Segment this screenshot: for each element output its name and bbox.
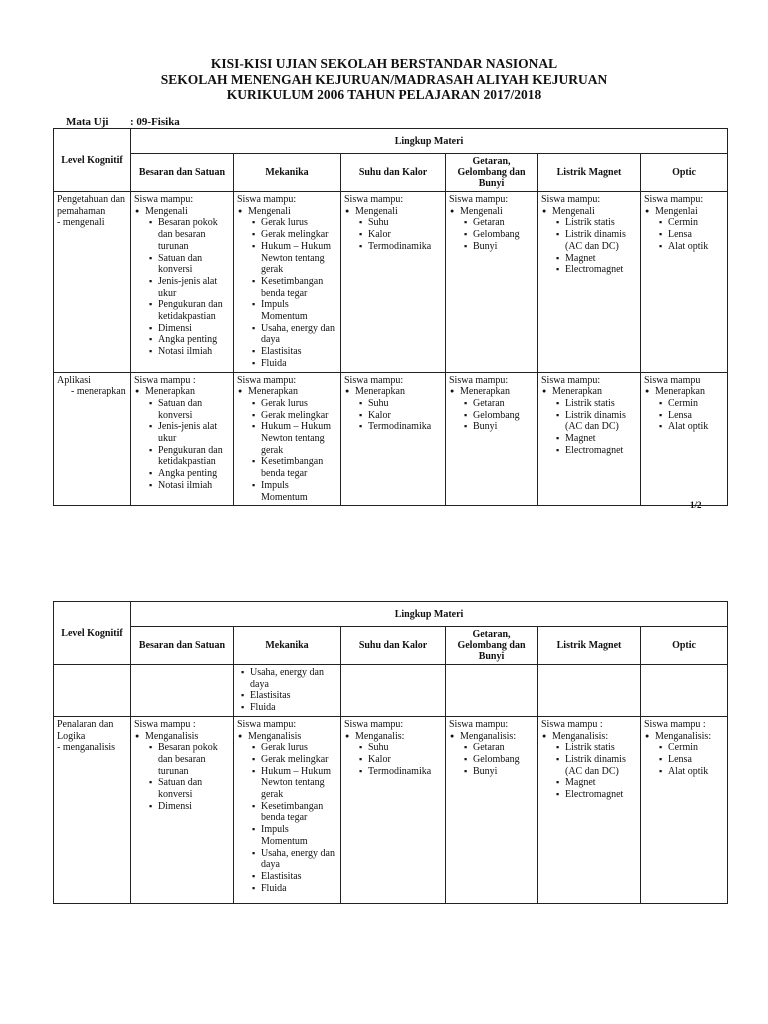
topic-item: ▪ Gelombang bbox=[460, 410, 534, 422]
verb-list bbox=[344, 386, 442, 433]
cell-intro: Siswa mampu: bbox=[541, 194, 601, 205]
topic-item: ▪ Gerak lurus bbox=[248, 398, 337, 410]
verb-list bbox=[644, 731, 724, 778]
topic-item: ▪ Besaran pokok dan besaran turunan bbox=[145, 217, 230, 252]
topic-item: ▪ Bunyi bbox=[460, 766, 534, 778]
topic-item: ▪ Gerak lurus bbox=[248, 217, 337, 229]
topic-item: ▪ Kalor bbox=[355, 754, 442, 766]
verb-label: Menerapkan bbox=[355, 386, 405, 398]
material-cell bbox=[234, 192, 341, 373]
topic-item: ▪ Notasi ilmiah bbox=[145, 480, 230, 492]
topic-item: ▪ Jenis-jenis alat ukur bbox=[145, 276, 230, 299]
topic-item: ▪ Fluida bbox=[248, 883, 337, 895]
material-cell bbox=[131, 716, 234, 903]
topic-item: ▪ Kalor bbox=[355, 410, 442, 422]
topic-list bbox=[248, 217, 337, 369]
verb-list bbox=[644, 206, 724, 253]
level-kognitif-header: Level Kognitif bbox=[54, 602, 131, 665]
verb-item bbox=[541, 206, 637, 276]
verb-label: Menganalisis: bbox=[552, 730, 609, 742]
verb-label: Menganalisis bbox=[145, 730, 199, 742]
material-cell bbox=[446, 665, 538, 717]
topic-item: ▪ Bunyi bbox=[460, 241, 534, 253]
topic-item: ▪ Fluida bbox=[248, 358, 337, 370]
topic-item: ▪ Getaran bbox=[460, 742, 534, 754]
verb-item bbox=[134, 731, 230, 813]
topic-item: ▪ Magnet bbox=[552, 433, 637, 445]
cell-intro: Siswa mampu : bbox=[644, 718, 706, 730]
verb-item bbox=[449, 206, 534, 253]
level-cell bbox=[54, 372, 131, 506]
topic-list bbox=[552, 217, 637, 276]
topic-item: ▪ Electromagnet bbox=[552, 445, 637, 457]
cell-intro: Siswa mampu : bbox=[134, 718, 196, 730]
topic-list bbox=[145, 742, 230, 812]
topic-item: ▪ Cermin bbox=[655, 742, 724, 754]
cell-intro: Siswa mampu: bbox=[344, 718, 404, 730]
table-row bbox=[54, 192, 728, 373]
verb-item bbox=[344, 206, 442, 253]
topic-list bbox=[237, 667, 337, 714]
topic-item: ▪ Termodinamika bbox=[355, 421, 442, 433]
topic-item: ▪ Pengukuran dan ketidakpastian bbox=[145, 445, 230, 468]
topic-item: ▪ Fluida bbox=[237, 702, 337, 714]
verb-label: Menerapkan bbox=[145, 386, 195, 398]
kisi-table-page-2 bbox=[53, 601, 728, 904]
topic-list bbox=[355, 217, 442, 252]
topic-item: ▪ Gerak melingkar bbox=[248, 229, 337, 241]
material-cell bbox=[341, 665, 446, 717]
cell-intro: Siswa mampu: bbox=[134, 194, 194, 205]
cell-intro: Siswa mampu: bbox=[449, 194, 509, 205]
table-row bbox=[54, 372, 728, 506]
verb-item bbox=[449, 386, 534, 433]
topic-item: ▪ Pengukuran dan ketidakpastian bbox=[145, 299, 230, 322]
cell-intro: Siswa mampu: bbox=[237, 718, 297, 730]
verb-label: Mengenali bbox=[145, 205, 188, 217]
material-cell bbox=[341, 192, 446, 373]
topic-item: ▪ Alat optik bbox=[655, 421, 724, 433]
column-header: Besaran dan Satuan bbox=[131, 627, 234, 665]
verb-list bbox=[449, 386, 534, 433]
topic-list bbox=[248, 398, 337, 503]
title-line-2: SEKOLAH MENENGAH KEJURUAN/MADRASAH ALIYAH KEJURUAN bbox=[160, 71, 608, 87]
material-cell bbox=[641, 372, 728, 506]
material-cell bbox=[641, 192, 728, 373]
level-name: Penalaran dan Logika bbox=[57, 718, 114, 742]
verb-label: Menerapkan bbox=[460, 386, 510, 398]
level-kognitif-header: Level Kognitif bbox=[54, 129, 131, 192]
level-cell bbox=[54, 716, 131, 903]
verb-item bbox=[344, 386, 442, 433]
topic-item: ▪ Kalor bbox=[355, 229, 442, 241]
topic-list bbox=[552, 742, 637, 801]
cell-intro: Siswa mampu: bbox=[541, 374, 601, 386]
topic-item: ▪ Elastisitas bbox=[248, 871, 337, 883]
column-header: Listrik Magnet bbox=[538, 627, 641, 665]
verb-item bbox=[237, 731, 337, 895]
topic-item: ▪ Kesetimbangan benda tegar bbox=[248, 276, 337, 299]
level-verb: - menganalisis bbox=[57, 742, 116, 754]
column-header: Listrik Magnet bbox=[538, 154, 641, 192]
topic-list bbox=[552, 398, 637, 457]
topic-item: ▪ Angka penting bbox=[145, 334, 230, 346]
column-header: Besaran dan Satuan bbox=[131, 154, 234, 192]
topic-item: ▪ Suhu bbox=[355, 398, 442, 410]
cell-intro: Siswa mampu bbox=[644, 374, 701, 386]
topic-item: ▪ Electromagnet bbox=[552, 789, 637, 801]
cell-intro: Siswa mampu: bbox=[449, 374, 509, 386]
title-line-1: KISI-KISI UJIAN SEKOLAH BERSTANDAR NASIONAL bbox=[210, 56, 558, 71]
verb-list bbox=[237, 206, 337, 370]
material-cell bbox=[538, 716, 641, 903]
topic-item: ▪ Gerak melingkar bbox=[248, 754, 337, 766]
topic-list bbox=[145, 217, 230, 357]
topic-item: ▪ Getaran bbox=[460, 217, 534, 229]
topic-item: ▪ Jenis-jenis alat ukur bbox=[145, 421, 230, 444]
topic-list bbox=[355, 398, 442, 433]
topic-item: ▪ Angka penting bbox=[145, 468, 230, 480]
topic-item: ▪ Impuls Momentum bbox=[248, 480, 337, 503]
topic-item: ▪ Satuan dan konversi bbox=[145, 398, 230, 421]
level-cell bbox=[54, 665, 131, 717]
topic-item: ▪ Impuls Momentum bbox=[248, 299, 337, 322]
verb-item bbox=[237, 206, 337, 370]
topic-item: ▪ Usaha, energy dan daya bbox=[248, 323, 337, 346]
verb-label: Menganalisis bbox=[248, 730, 302, 742]
table-row bbox=[54, 665, 728, 717]
topic-item: ▪ Usaha, energy dan daya bbox=[248, 848, 337, 871]
cell-intro: Siswa mampu : bbox=[541, 718, 603, 730]
topic-item: ▪ Magnet bbox=[552, 253, 637, 265]
verb-label: Menganalis: bbox=[355, 730, 405, 742]
material-cell bbox=[131, 192, 234, 373]
verb-list bbox=[541, 731, 637, 801]
verb-item bbox=[644, 386, 724, 433]
verb-label: Mengenali bbox=[552, 205, 595, 217]
table-row bbox=[54, 716, 728, 903]
topic-item: ▪ Kesetimbangan benda tegar bbox=[248, 801, 337, 824]
topic-item: ▪ Gerak lurus bbox=[248, 742, 337, 754]
topic-item: ▪ Hukum – Hukum Newton tentang gerak bbox=[248, 766, 337, 801]
level-verb: - menerapkan bbox=[71, 386, 126, 398]
level-name: Aplikasi bbox=[57, 374, 91, 386]
topic-item: ▪ Dimensi bbox=[145, 801, 230, 813]
verb-label: Mengenali bbox=[355, 205, 398, 217]
verb-item bbox=[541, 386, 637, 456]
verb-item bbox=[344, 731, 442, 778]
verb-label: Menerapkan bbox=[552, 386, 602, 398]
material-cell bbox=[641, 665, 728, 717]
topic-item: ▪ Besaran pokok dan besaran turunan bbox=[145, 742, 230, 777]
verb-list bbox=[134, 206, 230, 358]
topic-item: ▪ Electromagnet bbox=[552, 264, 637, 276]
verb-label: Menganalisis: bbox=[655, 730, 712, 742]
cell-intro: Siswa mampu: bbox=[644, 194, 704, 205]
topic-list bbox=[460, 398, 534, 433]
verb-item bbox=[134, 386, 230, 491]
verb-label: Menerapkan bbox=[248, 386, 298, 398]
topic-item: ▪ Kesetimbangan benda tegar bbox=[248, 456, 337, 479]
column-header: Mekanika bbox=[234, 627, 341, 665]
lingkup-materi-header: Lingkup Materi bbox=[131, 602, 728, 627]
document-title bbox=[0, 56, 768, 103]
material-cell bbox=[341, 372, 446, 506]
material-cell bbox=[234, 716, 341, 903]
topic-item: ▪ Alat optik bbox=[655, 241, 724, 253]
topic-item: ▪ Usaha, energy dan daya bbox=[237, 667, 337, 690]
verb-list bbox=[344, 206, 442, 253]
title-line-3: KURIKULUM 2006 TAHUN PELAJARAN 2017/2018 bbox=[226, 87, 542, 102]
material-cell bbox=[234, 372, 341, 506]
topic-item: ▪ Magnet bbox=[552, 777, 637, 789]
topic-list bbox=[248, 742, 337, 894]
topic-item: ▪ Cermin bbox=[655, 217, 724, 229]
subject-value: : 09-Fisika bbox=[130, 116, 180, 128]
verb-item bbox=[449, 731, 534, 778]
topic-item: ▪ Termodinamika bbox=[355, 241, 442, 253]
verb-list bbox=[134, 731, 230, 813]
verb-item bbox=[644, 731, 724, 778]
topic-item: ▪ Gerak melingkar bbox=[248, 410, 337, 422]
column-header: Getaran, Gelombang dan Bunyi bbox=[446, 627, 538, 665]
topic-item: ▪ Elastisitas bbox=[237, 690, 337, 702]
cell-intro: Siswa mampu: bbox=[344, 194, 404, 205]
verb-list bbox=[541, 206, 637, 276]
verb-list bbox=[344, 731, 442, 778]
level-name: Pengetahuan dan pemahaman bbox=[57, 194, 126, 217]
topic-item: ▪ Listrik dinamis (AC dan DC) bbox=[552, 410, 637, 433]
topic-item: ▪ Listrik dinamis (AC dan DC) bbox=[552, 229, 637, 252]
verb-item bbox=[541, 731, 637, 801]
topic-item: ▪ Lensa bbox=[655, 754, 724, 766]
topic-item: ▪ Cermin bbox=[655, 398, 724, 410]
verb-item bbox=[237, 386, 337, 503]
lingkup-materi-header: Lingkup Materi bbox=[131, 129, 728, 154]
topic-item: ▪ Impuls Momentum bbox=[248, 824, 337, 847]
topic-item: ▪ Listrik statis bbox=[552, 742, 637, 754]
material-cell bbox=[641, 716, 728, 903]
topic-item: ▪ Lensa bbox=[655, 410, 724, 422]
verb-list bbox=[237, 386, 337, 503]
topic-item: ▪ Termodinamika bbox=[355, 766, 442, 778]
cell-intro: Siswa mampu: bbox=[449, 718, 509, 730]
topic-item: ▪ Hukum – Hukum Newton tentang gerak bbox=[248, 421, 337, 456]
verb-list bbox=[644, 386, 724, 433]
topic-item: ▪ Hukum – Hukum Newton tentang gerak bbox=[248, 241, 337, 276]
verb-label: Mengenali bbox=[248, 205, 291, 217]
material-cell bbox=[446, 192, 538, 373]
verb-label: Menerapkan bbox=[655, 386, 705, 398]
kisi-table-page-1 bbox=[53, 128, 728, 506]
topic-item: ▪ Getaran bbox=[460, 398, 534, 410]
subject-label: Mata Uji bbox=[66, 116, 109, 128]
cell-intro: Siswa mampu: bbox=[237, 374, 297, 386]
material-cell bbox=[131, 372, 234, 506]
material-cell bbox=[341, 716, 446, 903]
level-cell bbox=[54, 192, 131, 373]
topic-item: ▪ Gelombang bbox=[460, 754, 534, 766]
verb-label: Mengenali bbox=[460, 205, 503, 217]
topic-item: ▪ Lensa bbox=[655, 229, 724, 241]
topic-list bbox=[460, 217, 534, 252]
verb-list bbox=[134, 386, 230, 491]
page-number: 1/2 bbox=[690, 500, 702, 510]
topic-list bbox=[655, 742, 724, 777]
cell-intro: Siswa mampu: bbox=[237, 194, 297, 205]
verb-item bbox=[134, 206, 230, 358]
topic-list bbox=[145, 398, 230, 492]
topic-item: ▪ Elastisitas bbox=[248, 346, 337, 358]
material-cell bbox=[538, 192, 641, 373]
verb-list bbox=[449, 206, 534, 253]
column-header: Suhu dan Kalor bbox=[341, 627, 446, 665]
topic-item: ▪ Bunyi bbox=[460, 421, 534, 433]
verb-list bbox=[449, 731, 534, 778]
topic-item: ▪ Suhu bbox=[355, 742, 442, 754]
topic-item: ▪ Listrik dinamis (AC dan DC) bbox=[552, 754, 637, 777]
verb-label: Menganalisis: bbox=[460, 730, 517, 742]
topic-item: ▪ Notasi ilmiah bbox=[145, 346, 230, 358]
material-cell bbox=[131, 665, 234, 717]
column-header: Suhu dan Kalor bbox=[341, 154, 446, 192]
topic-list bbox=[460, 742, 534, 777]
column-header: Optic bbox=[641, 627, 728, 665]
topic-list bbox=[355, 742, 442, 777]
material-cell bbox=[538, 372, 641, 506]
verb-list bbox=[237, 731, 337, 895]
material-cell bbox=[446, 372, 538, 506]
topic-item: ▪ Alat optik bbox=[655, 766, 724, 778]
topic-item: ▪ Satuan dan konversi bbox=[145, 253, 230, 276]
column-header: Optic bbox=[641, 154, 728, 192]
topic-item: ▪ Listrik statis bbox=[552, 217, 637, 229]
subject-line bbox=[66, 116, 180, 128]
material-cell bbox=[538, 665, 641, 717]
topic-list bbox=[655, 398, 724, 433]
topic-item: ▪ Dimensi bbox=[145, 323, 230, 335]
topic-item: ▪ Listrik statis bbox=[552, 398, 637, 410]
verb-list bbox=[541, 386, 637, 456]
column-header: Mekanika bbox=[234, 154, 341, 192]
column-header: Getaran, Gelombang dan Bunyi bbox=[446, 154, 538, 192]
cell-intro: Siswa mampu : bbox=[134, 374, 196, 386]
verb-label: Mengenlai bbox=[655, 205, 698, 217]
topic-list bbox=[655, 217, 724, 252]
cell-intro: Siswa mampu: bbox=[344, 374, 404, 386]
topic-item: ▪ Satuan dan konversi bbox=[145, 777, 230, 800]
material-cell bbox=[234, 665, 341, 717]
material-cell bbox=[446, 716, 538, 903]
topic-item: ▪ Gelombang bbox=[460, 229, 534, 241]
level-verb: - mengenali bbox=[57, 217, 105, 229]
verb-item bbox=[644, 206, 724, 253]
topic-item: ▪ Suhu bbox=[355, 217, 442, 229]
